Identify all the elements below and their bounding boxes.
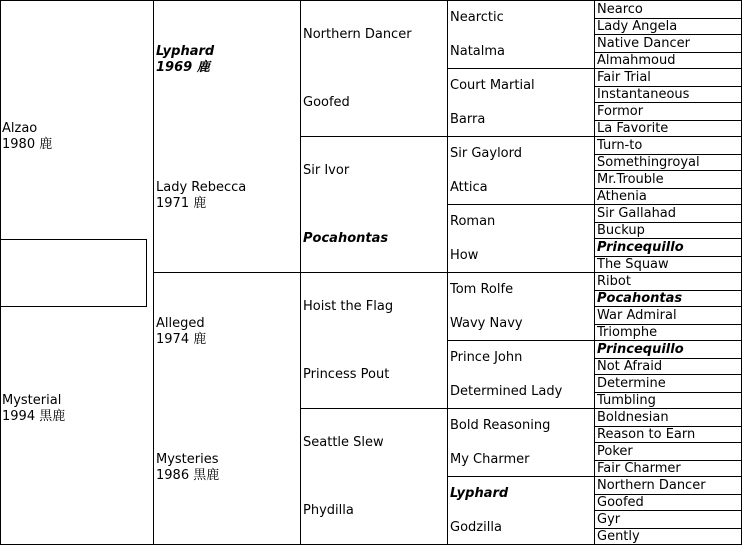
- row-sep-gen3-b: [300, 408, 742, 409]
- gen5-horse: Fair Charmer: [597, 461, 681, 476]
- gen5-pair-line: [594, 86, 742, 87]
- gen3-horse: Northern Dancer: [303, 27, 412, 42]
- gen5-horse: Northern Dancer: [597, 478, 706, 493]
- gen5-pair-line: [594, 222, 742, 223]
- gen5-horse: The Squaw: [597, 257, 669, 272]
- gen5-horse: Triomphe: [597, 325, 658, 340]
- row-sep-gen4-d: [447, 476, 742, 477]
- gen4-horse: Barra: [450, 112, 486, 127]
- gen5-pair-line: [594, 188, 742, 189]
- gen5-pair-line: [594, 154, 742, 155]
- gen5-horse: Instantaneous: [597, 87, 690, 102]
- gen5-pair-line: [594, 528, 742, 529]
- gen1-dam-name: Mysterial: [2, 393, 62, 408]
- gen4-horse: Sir Gaylord: [450, 146, 523, 161]
- gen2-horse-name: Lady Rebecca: [156, 180, 247, 195]
- gen2-horse-year: 1971 鹿: [156, 196, 207, 211]
- gen3-horse: Seattle Slew: [303, 435, 384, 450]
- gen5-horse: Poker: [597, 444, 633, 459]
- gen2-horse-year: 1986 黒鹿: [156, 468, 220, 483]
- gen5-horse: Pocahontas: [597, 291, 683, 306]
- gen5-pair-line: [594, 494, 742, 495]
- row-sep-gen3-a: [300, 136, 742, 137]
- gen5-horse: Gyr: [597, 512, 621, 527]
- gen3-horse: Hoist the Flag: [303, 299, 394, 314]
- gen5-horse: Princequillo: [597, 240, 684, 255]
- gen5-horse: Ribot: [597, 274, 631, 289]
- gen2-horse-year: 1969 鹿: [156, 60, 210, 75]
- gen5-horse: Boldnesian: [597, 410, 669, 425]
- gen4-horse: Roman: [450, 214, 496, 229]
- gen5-pair-line: [594, 324, 742, 325]
- gen5-horse: Sir Gallahad: [597, 206, 677, 221]
- gen5-pair-line: [594, 120, 742, 121]
- gen5-horse: Fair Trial: [597, 70, 651, 85]
- gen3-horse: Goofed: [303, 95, 350, 110]
- gen5-horse: Tumbling: [597, 393, 656, 408]
- border-top: [0, 0, 742, 1]
- gen5-pair-line: [594, 358, 742, 359]
- gen5-pair-line: [594, 52, 742, 53]
- gen5-pair-line: [594, 426, 742, 427]
- gen5-horse: War Admiral: [597, 308, 677, 323]
- blank-box: [0, 239, 147, 307]
- gen4-horse: Tom Rolfe: [450, 282, 514, 297]
- gen5-horse: Buckup: [597, 223, 645, 238]
- gen5-pair-line: [594, 290, 742, 291]
- gen5-pair-line: [594, 460, 742, 461]
- gen4-horse: Natalma: [450, 44, 505, 59]
- gen3-horse: Phydilla: [303, 503, 354, 518]
- gen4-horse: Nearctic: [450, 10, 504, 25]
- gen4-horse: Attica: [450, 180, 488, 195]
- gen4-horse: Godzilla: [450, 520, 502, 535]
- gen5-horse: Athenia: [597, 189, 647, 204]
- gen4-horse: Court Martial: [450, 78, 535, 93]
- gen5-horse: Turn-to: [597, 138, 643, 153]
- gen2-horse-year: 1974 鹿: [156, 332, 207, 347]
- gen1-sire-name: Alzao: [2, 121, 38, 136]
- gen5-horse: Somethingroyal: [597, 155, 700, 170]
- gen4-horse: My Charmer: [450, 452, 530, 467]
- gen4-horse: How: [450, 248, 479, 263]
- gen4-horse: Prince John: [450, 350, 523, 365]
- gen5-horse: Gently: [597, 529, 640, 544]
- row-sep-gen4-b: [447, 204, 742, 205]
- row-sep-gen4-c: [447, 340, 742, 341]
- gen5-horse: Formor: [597, 104, 644, 119]
- gen5-horse: Reason to Earn: [597, 427, 696, 442]
- gen5-pair-line: [594, 392, 742, 393]
- gen3-horse: Sir Ivor: [303, 163, 350, 178]
- row-sep-gen4-a: [447, 68, 742, 69]
- gen5-horse: Lady Angela: [597, 19, 678, 34]
- gen3-horse: Princess Pout: [303, 367, 390, 382]
- gen3-horse: Pocahontas: [303, 231, 389, 246]
- gen1-sire-year: 1980 鹿: [2, 137, 53, 152]
- gen4-horse: Determined Lady: [450, 384, 563, 399]
- gen4-horse: Lyphard: [450, 486, 509, 501]
- gen5-pair-line: [594, 18, 742, 19]
- gen2-horse-name: Lyphard: [156, 44, 215, 59]
- gen5-horse: La Favorite: [597, 121, 669, 136]
- gen5-pair-line: [594, 256, 742, 257]
- gen5-horse: Mr.Trouble: [597, 172, 664, 187]
- gen2-horse-name: Alleged: [156, 316, 205, 331]
- gen4-horse: Bold Reasoning: [450, 418, 551, 433]
- gen5-horse: Princequillo: [597, 342, 684, 357]
- gen5-horse: Determine: [597, 376, 666, 391]
- gen5-horse: Nearco: [597, 2, 643, 17]
- gen2-horse-name: Mysteries: [156, 452, 219, 467]
- gen5-horse: Goofed: [597, 495, 644, 510]
- gen5-horse: Almahmoud: [597, 53, 676, 68]
- gen5-horse: Native Dancer: [597, 36, 690, 51]
- gen4-horse: Wavy Navy: [450, 316, 523, 331]
- gen5-horse: Not Afraid: [597, 359, 663, 374]
- gen1-dam-year: 1994 黒鹿: [2, 409, 66, 424]
